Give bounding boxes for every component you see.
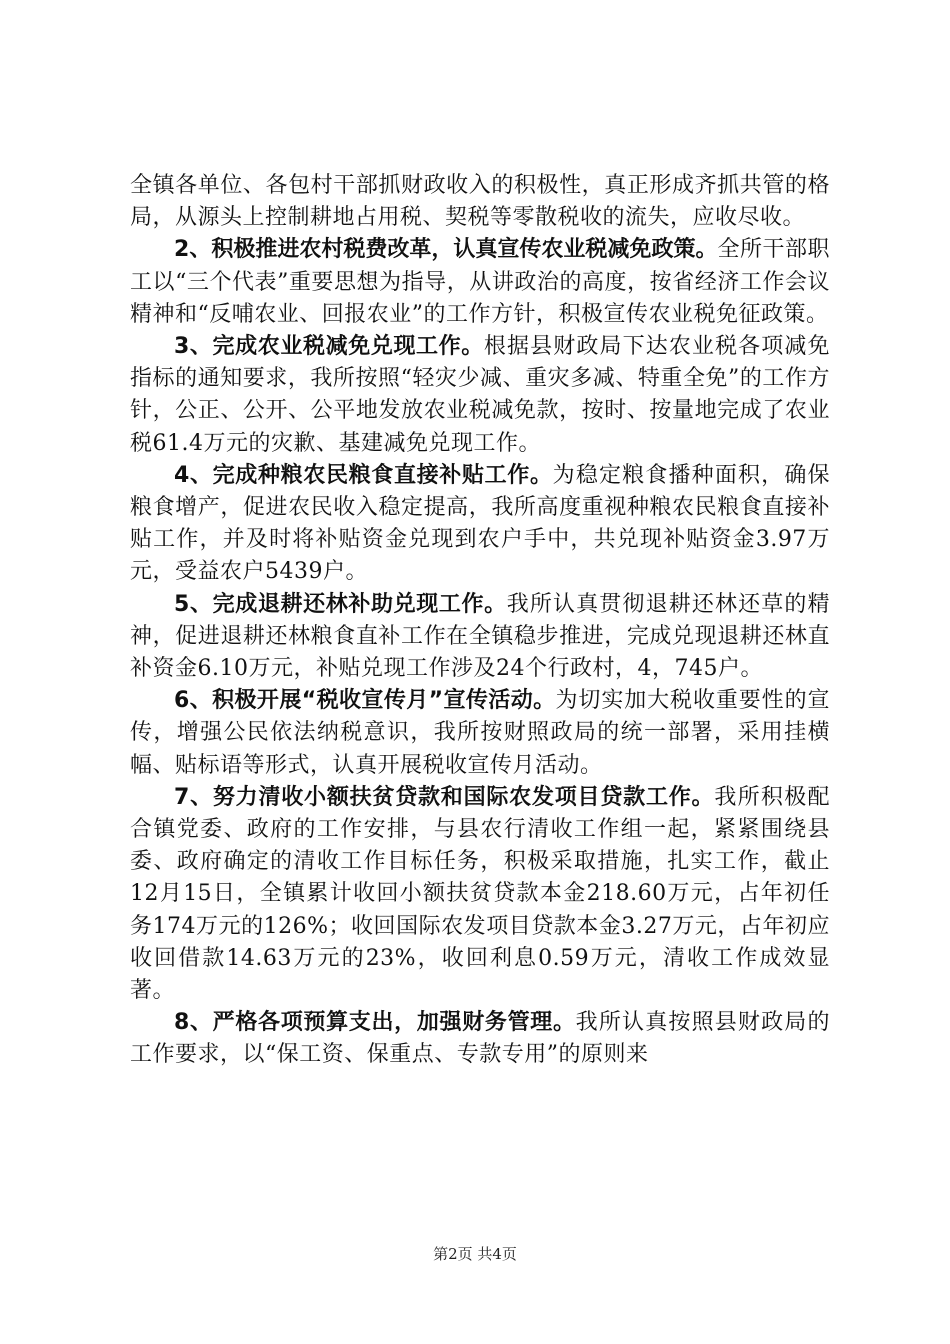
paragraph-text: 为稳定粮食播种面积，确保粮食增产，促进农民收入稳定提高，我所高度重视种粮农民粮食直接补贴工作，并及时将补贴资金兑现到农户手中，共兑现补贴资金3.97万元，受益农户5439户。 (130, 462, 830, 585)
paragraph-7 (130, 782, 830, 1007)
section-heading: 5、完成退耕还林补助兑现工作。 (174, 591, 507, 617)
paragraph-text: 全镇各单位、各包村干部抓财政收入的积极性，真正形成齐抓共管的格局，从源头上控制耕地占用税、契税等零散税收的流失，应收尽收。 (130, 173, 830, 231)
section-heading: 7、努力清收小额扶贫贷款和国际农发项目贷款工作。 (174, 784, 715, 810)
section-heading: 6、积极开展“税收宣传月”宣传活动。 (174, 688, 556, 714)
paragraph-text: 我所认真按照县财政局的工作要求，以“保工资、保重点、专款专用”的原则来 (130, 1010, 830, 1068)
paragraph-text: 我所积极配合镇党委、政府的工作安排，与县农行清收工作组一起，紧紧围绕县委、政府确定的清收工作目标任务，积极采取措施，扎实工作，截止12月15日，全镇累计收回小额扶贫贷款本金218.60万元，占年初任务174万元的126%；收回国际农发项目贷款本金3.27万元，占年初应收回借款14.63万元的23%，收回利息0.59万元，清收工作成效显著。 (130, 784, 830, 1004)
paragraph-text: 全所干部职工以“三个代表”重要思想为指导，从讲政治的高度，按省经济工作会议精神和“反哺农业、回报农业”的工作方针，积极宣传农业税免征政策。 (130, 237, 830, 327)
document-body (130, 170, 830, 1072)
paragraph-6 (130, 685, 830, 782)
section-heading: 3、完成农业税减免兑现工作。 (174, 334, 484, 360)
paragraph-5 (130, 589, 830, 686)
paragraph-text: 根据县财政局下达农业税各项减免指标的通知要求，我所按照“轻灾少减、重灾多减、特重全免”的工作方针，公正、公开、公平地发放农业税减免款，按时、按量地完成了农业税61.4万元的灾歉、基建减免兑现工作。 (130, 334, 830, 456)
paragraph-8 (130, 1007, 830, 1071)
paragraph-text: 为切实加大税收重要性的宣传，增强公民依法纳税意识，我所按财照政局的统一部署，采用挂横幅、贴标语等形式，认真开展税收宣传月活动。 (130, 688, 830, 778)
paragraph-1 (130, 170, 830, 234)
section-heading: 2、积极推进农村税费改革，认真宣传农业税减免政策。 (174, 237, 718, 263)
paragraph-4 (130, 460, 830, 589)
paragraph-2 (130, 234, 830, 331)
paragraph-3 (130, 331, 830, 460)
page-footer: 第2页 共4页 (433, 1245, 517, 1263)
section-heading: 4、完成种粮农民粮食直接补贴工作。 (174, 462, 553, 488)
section-heading: 8、严格各项预算支出，加强财务管理。 (174, 1010, 576, 1036)
paragraph-text: 我所认真贯彻退耕还林还草的精神，促进退耕还林粮食直补工作在全镇稳步推进，完成兑现退耕还林直补资金6.10万元，补贴兑现工作涉及24个行政村，4，745户。 (130, 591, 830, 682)
